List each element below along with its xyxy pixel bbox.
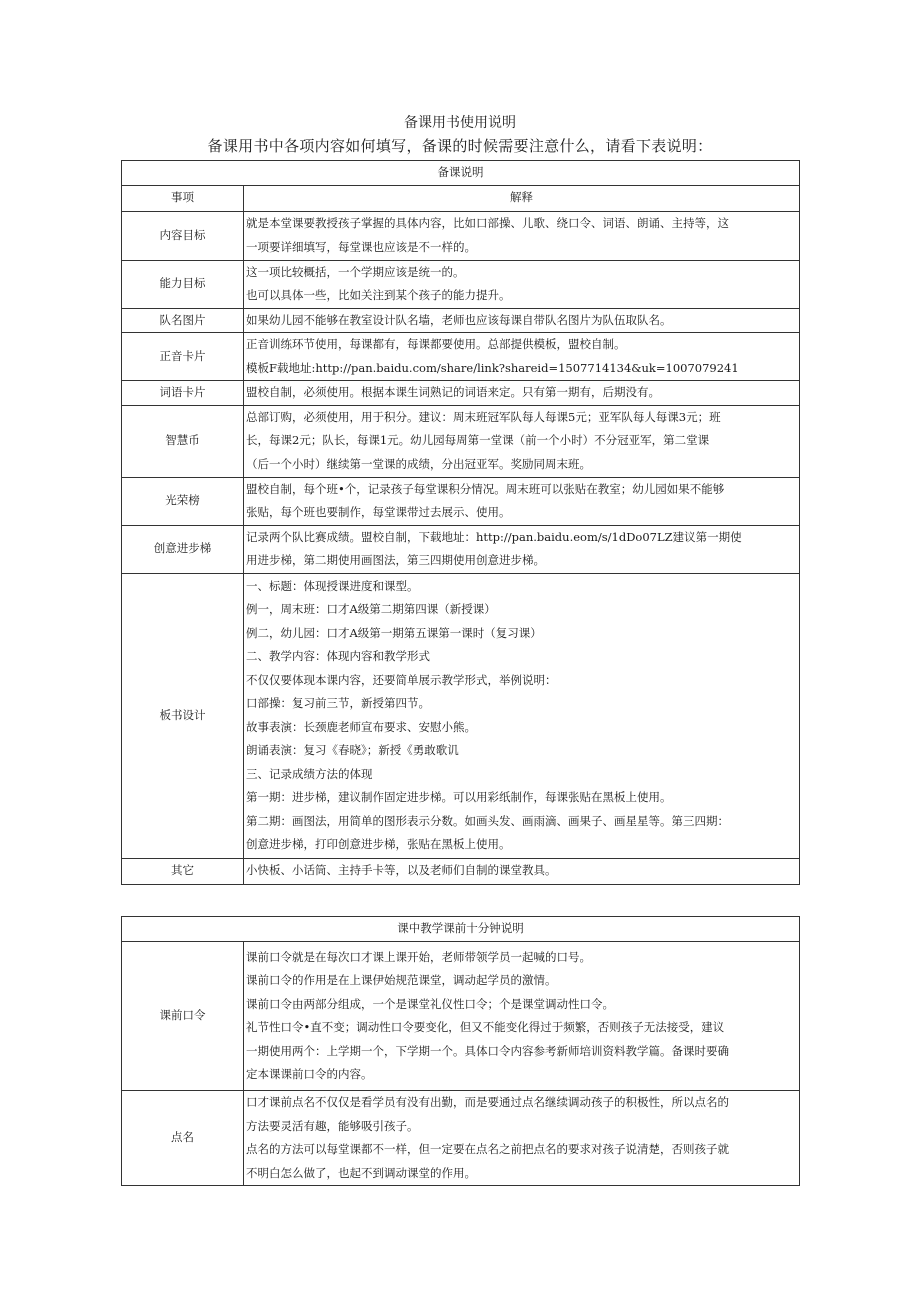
row-explanation: [244, 477, 800, 525]
table-row: [122, 477, 800, 525]
explanation-line: 如果幼儿园不能够在教室设计队名墙，老师也应该每课自带队名图片为队伍取队名。: [246, 312, 672, 327]
explanation-line: 课前口令由两部分组成，一个是课堂礼仪性口令；个是课堂调动性口令。: [246, 996, 614, 1011]
explanation-line: 就是本堂课要教授孩子掌握的具体内容，比如口部操、儿歌、绕口令、词语、朗诵、主持等，这: [246, 216, 729, 230]
row-label: 智慧币: [122, 405, 244, 477]
explanation-line: （后一个小时）继续第一堂课的成绩，分出冠亚军。奖励同周末班。: [246, 456, 591, 471]
row-label: 其它: [122, 858, 244, 884]
row-explanation: [244, 405, 800, 477]
table-row: [122, 260, 800, 308]
explanation-line: 定本课课前口令的内容。: [246, 1067, 373, 1081]
table-row: [122, 942, 800, 1091]
explanation-line: 小快板、小话筒、主持手卡等，以及老师们自制的课堂教具。: [246, 863, 557, 878]
row-explanation: [244, 942, 800, 1091]
explanation-line: 长，每课2元；队长，每课1元。幼儿园每周第一堂课（前一个小时）不分冠亚军，第二堂课: [246, 433, 710, 448]
row-explanation: [244, 573, 800, 858]
table-row: [122, 525, 800, 573]
table-caption: 课中教学课前十分钟说明: [122, 917, 800, 942]
row-explanation: [244, 260, 800, 308]
explanation-line: 第一期：进步梯，建议制作固定进步梯。可以用彩纸制作，每课张贴在黑板上使用。: [246, 790, 672, 804]
row-explanation: [244, 525, 800, 573]
row-label: 点名: [122, 1091, 244, 1186]
row-label: 光荣榜: [122, 477, 244, 525]
row-label: 队名图片: [122, 308, 244, 333]
prep-notes-table: [121, 160, 800, 885]
table-row: [122, 405, 800, 477]
explanation-line: 一、标题：体现授课进度和课型。: [246, 578, 419, 593]
row-label: 创意进步梯: [122, 525, 244, 573]
explanation-line: 第二期：画图法，用简单的图形表示分数。如画头发、画雨滴、画果子、画星星等。第三四期：: [246, 813, 729, 828]
explanation-line: 创意进步梯，打印创意进步梯，张贴在黑板上使用。: [246, 837, 511, 851]
row-explanation: [244, 333, 800, 381]
table-row: [122, 381, 800, 406]
explanation-line: 方法要灵活有趣，能够吸引孩子。: [246, 1118, 419, 1133]
row-label: 课前口令: [122, 942, 244, 1091]
row-label: 板书设计: [122, 573, 244, 858]
table-row: [122, 211, 800, 260]
row-explanation: [244, 1091, 800, 1186]
explanation-line: 课前口令的作用是在上课伊始规范课堂，调动起学员的激情。: [246, 973, 557, 987]
explanation-line: 用进步梯，第二期使用画图法，第三四期使用创意进步梯。: [246, 553, 545, 567]
table-row: [122, 333, 800, 381]
table-row: [122, 1091, 800, 1186]
pre-class-table: [121, 916, 800, 1186]
explanation-line: 盟校自制，每个班•个，记录孩子每堂课积分情况。周末班可以张贴在教室；幼儿园如果不能够: [246, 481, 725, 496]
explanation-line: 记录两个队比赛成绩。盟校自制，下载地址：http://pan.baidu.eom/s/1dDo07LZ建议第一期使: [246, 529, 742, 544]
column-header-item: 事项: [122, 185, 244, 211]
explanation-line: 口才课前点名不仅仅是看学员有没有出勤，而是要通过点名继续调动孩子的积极性，所以点名的: [246, 1095, 729, 1109]
explanation-line: 例二，幼儿园：口才A级第一期第五课第一课时（复习课）: [246, 625, 542, 640]
explanation-line: 模板F载地址:http://pan.baidu.com/share/link?shareid=1507714134&uk=1007079241: [246, 360, 739, 375]
row-label: 正音卡片: [122, 333, 244, 381]
explanation-line: 三、记录成绩方法的体现: [246, 766, 373, 781]
explanation-line: 一期使用两个：上学期一个，下学期一个。具体口令内容参考新师培训资料教学篇。备课时要确: [246, 1043, 729, 1058]
table-caption: 备课说明: [122, 161, 800, 186]
row-explanation: [244, 211, 800, 260]
explanation-line: 盟校自制，必须使用。根据本课生词熟记的词语来定。只有第一期有，后期没有。: [246, 385, 660, 399]
page-title: 备课用书使用说明: [404, 115, 516, 131]
explanation-line: 张贴，每个班也要制作，每堂课带过去展示、使用。: [246, 505, 511, 519]
row-label: 能力目标: [122, 260, 244, 308]
row-explanation: [244, 308, 800, 333]
explanation-line: 这一项比较概括，一个学期应该是统一的。: [246, 264, 465, 279]
explanation-line: 不明白怎么做了，也起不到调动课堂的作用。: [246, 1165, 476, 1180]
table-row: [122, 573, 800, 858]
page-subtitle: 备课用书中各项内容如何填写，备课的时候需要注意什么，请看下表说明：: [207, 137, 713, 155]
explanation-line: 总部订购，必须使用，用于积分。建议：周末班冠军队每人每课5元；亚军队每人每课3元；班: [246, 409, 721, 424]
column-header-explanation: 解释: [244, 185, 800, 211]
explanation-line: 二、教学内容：体现内容和教学形式: [246, 649, 430, 663]
table-row: [122, 858, 800, 884]
explanation-line: 正音训练环节使用，每课都有，每课都要使用。总部提供模板，盟校自制。: [246, 337, 626, 351]
explanation-line: 课前口令就是在每次口才课上课开始，老师带领学员一起喊的口号。: [246, 949, 591, 964]
explanation-line: 一项要详细填写，每堂课也应该是不一样的。: [246, 239, 476, 254]
row-explanation: [244, 381, 800, 406]
table-row: [122, 308, 800, 333]
explanation-line: 口部操：复习前三节，新授第四节。: [246, 696, 430, 710]
explanation-line: 不仅仅要体现本课内容，还要简单展示教学形式，举例说明：: [246, 672, 557, 687]
explanation-line: 点名的方法可以每堂课都不一样，但一定要在点名之前把点名的要求对孩子说清楚，否则孩子就: [246, 1142, 729, 1156]
row-label: 词语卡片: [122, 381, 244, 406]
explanation-line: 朗诵表演：复习《春晓》；新授《勇敢歌讥: [246, 743, 459, 757]
explanation-line: 礼节性口令•直不变；调动性口令要变化，但又不能变化得过于频繁，否则孩子无法接受，建议: [246, 1020, 725, 1034]
explanation-line: 也可以具体一些，比如关注到某个孩子的能力提升。: [246, 288, 511, 302]
row-explanation: [244, 858, 800, 884]
explanation-line: 例一，周末班：口才A级第二期第四课（新授课）: [246, 602, 496, 616]
row-label: 内容目标: [122, 211, 244, 260]
explanation-line: 故事表演：长颈鹿老师宣布要求、安慰小熊。: [246, 719, 476, 734]
